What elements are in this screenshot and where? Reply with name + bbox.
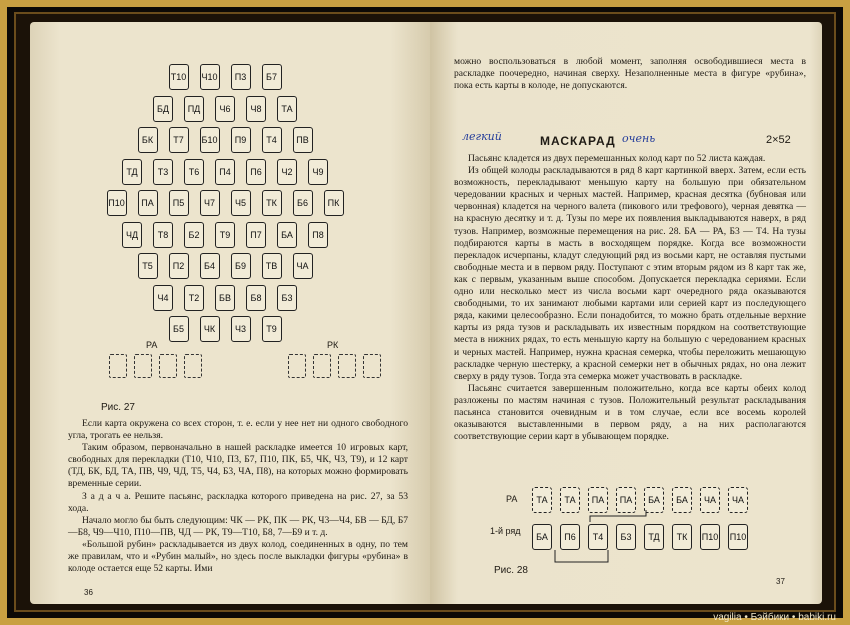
card: БА bbox=[532, 524, 552, 550]
card: ЧА bbox=[728, 487, 748, 513]
card: ПА bbox=[616, 487, 636, 513]
card: П2 bbox=[169, 253, 189, 279]
card: Т4 bbox=[262, 127, 282, 153]
row1-label: 1-й ряд bbox=[490, 526, 521, 536]
card: П7 bbox=[246, 222, 266, 248]
paragraph: Пасьянс считается завершенным положительно, когда все карты обеих колод разложены по мастям начиная с тузов. Положительный результат раскладывания пасьянса становится очевидным и в том случае, если все восемь королей оказываются выставленными в первом ряду, а на них располагаются соответствующие серии карт в убывающем порядке. bbox=[454, 382, 806, 443]
empty-slot bbox=[184, 354, 202, 378]
card: Б4 bbox=[200, 253, 220, 279]
card: П9 bbox=[231, 127, 251, 153]
card: П6 bbox=[560, 524, 580, 550]
card: ПД bbox=[184, 96, 204, 122]
card: ЧА bbox=[293, 253, 313, 279]
card: Б8 bbox=[246, 285, 266, 311]
card: Т6 bbox=[184, 159, 204, 185]
handwritten-note-right: очень bbox=[622, 132, 656, 145]
card: П5 bbox=[169, 190, 189, 216]
card: Ч5 bbox=[231, 190, 251, 216]
card: Ч8 bbox=[246, 96, 266, 122]
card: Ч4 bbox=[153, 285, 173, 311]
card: Б5 bbox=[169, 316, 189, 342]
card: Ч2 bbox=[277, 159, 297, 185]
card: ТК bbox=[262, 190, 282, 216]
card: ТА bbox=[532, 487, 552, 513]
card: ЧК bbox=[200, 316, 220, 342]
card: Б3 bbox=[277, 285, 297, 311]
card: ЧА bbox=[700, 487, 720, 513]
paragraph: Таким образом, первоначально в нашей раскладке имеется 10 игровых карт, свободных для перекладки (Т10, Ч10, П3, Б7, П10, ПК, Б5, ЧК, Ч3, Т9), и 12 карт (ТД, БК, БД, ТА, ПВ, Ч9, ЧД, Т5, Ч4, Б3, ЧА, П8), на которых можно формировать временные серии. bbox=[68, 442, 408, 490]
card: ТД bbox=[644, 524, 664, 550]
solitaire-title-row bbox=[430, 130, 822, 150]
card: Т5 bbox=[138, 253, 158, 279]
card: ТВ bbox=[262, 253, 282, 279]
card: ПА bbox=[588, 487, 608, 513]
card: Ч9 bbox=[308, 159, 328, 185]
empty-slot bbox=[363, 354, 381, 378]
right-top-text bbox=[454, 56, 806, 92]
watermark: vagilia • Бэйбики • babiki.ru bbox=[713, 612, 836, 623]
paragraph: Пасьянс кладется из двух перемешанных колод карт по 52 листа каждая. bbox=[468, 153, 766, 164]
paragraph: Из общей колоды раскладываются в ряд 8 карт картинкой вверх. Затем, если есть возможность, перекладывают меньшую карту на большую при обязательном чередовании красных и черных мастей. Например, красная десятка (бубновая или червонная) кладется на черного валета (пикового или трефового), черная девятка — на красную десятку и т. д. Тузы по мере их появления выкладываются наверх, в ряд тузов. Например, возможные перемещения на рис. 28. БА — РА, Б3 — Т4. На тузы подбираются карты в масть в восходящем порядке. Когда все возможности перекладок исчерпаны, кладут следующий ряд из восьми карт, не оставляя пустыми свободные места и в первом ряду. Поступают с этим вторым рядом из 8 карт так же, как с первым, указанным выше способом. Допускается перекладка сериями. Если одно или несколько мест из числа восьми карт очередного ряда оказываются свободными, то их занимают любыми картами или серией карт из последующего ряда, какими целесообразно. Если понадобится, то можно брать отдельные верхние карты из ряда тузов и раскладывать их известным порядком на соответствующие места в нижних рядах, то есть меньшую карту на большую с чередованием красных и черных мастей. Например, нужна красная семерка, чтобы переложить мешающую раскладке черную шестерку, а красной семерки нет в обычных рядах, но она лежит сверху в ряду тузов. Тогда эта семерка может участвовать в раскладке. bbox=[454, 165, 806, 382]
card: Б6 bbox=[293, 190, 313, 216]
card: Ч10 bbox=[200, 64, 220, 90]
right-text bbox=[454, 153, 806, 443]
figure-caption-28: Рис. 28 bbox=[494, 565, 528, 576]
paragraph: «Большой рубин» раскладывается из двух колод, соединенных в одну, по тем же правилам, что и «Рубин малый», но здесь после выкладки фигуры «рубина» в колоде остается еще 52 карты. Ими bbox=[68, 538, 408, 575]
card: ТА bbox=[277, 96, 297, 122]
card: Б3 bbox=[616, 524, 636, 550]
card: Т4 bbox=[588, 524, 608, 550]
card: Т9 bbox=[262, 316, 282, 342]
card: П10 bbox=[700, 524, 720, 550]
card: Т8 bbox=[153, 222, 173, 248]
card: Б2 bbox=[184, 222, 204, 248]
card: П4 bbox=[215, 159, 235, 185]
paragraph: Если карта окружена со всех сторон, т. е. если у нее нет ни одного свободного угла, трогать ее нельзя. bbox=[68, 418, 408, 442]
card: БД bbox=[153, 96, 173, 122]
card: Т2 bbox=[184, 285, 204, 311]
paragraph: можно воспользоваться в любой момент, заполняя освободившиеся места в раскладке поочередно, начиная сверху. Незаполненные места в фигуре «рубина», пока есть карты в колоде, не допускаются. bbox=[454, 56, 806, 92]
card: БА bbox=[672, 487, 692, 513]
card: Ч3 bbox=[231, 316, 251, 342]
page-number-right: 37 bbox=[776, 577, 785, 586]
card: Т9 bbox=[215, 222, 235, 248]
card: П6 bbox=[246, 159, 266, 185]
card: БА bbox=[644, 487, 664, 513]
card: ТД bbox=[122, 159, 142, 185]
empty-slot bbox=[134, 354, 152, 378]
card: П10 bbox=[107, 190, 127, 216]
label-ra-left: РА bbox=[146, 340, 158, 350]
empty-slot bbox=[338, 354, 356, 378]
card: ПВ bbox=[293, 127, 313, 153]
handwritten-note-left: легкий bbox=[462, 130, 502, 143]
card: БВ bbox=[215, 285, 235, 311]
paragraph: Начало могло бы быть следующим: ЧК — РК, ПК — РК, Ч3—Ч4, БВ — БД, Б7—Б8, Ч9—Ч10, П10—ПВ, ЧД — РК, Т9—Т10, Б8, 7—Б9 и т. д. bbox=[68, 514, 408, 538]
empty-slot bbox=[159, 354, 177, 378]
card: ПК bbox=[324, 190, 344, 216]
card: БК bbox=[138, 127, 158, 153]
card: П10 bbox=[728, 524, 748, 550]
left-text bbox=[68, 418, 408, 575]
card: Т3 bbox=[153, 159, 173, 185]
card: Ч7 bbox=[200, 190, 220, 216]
card: ТА bbox=[560, 487, 580, 513]
card: ЧД bbox=[122, 222, 142, 248]
empty-slot bbox=[109, 354, 127, 378]
empty-slot bbox=[288, 354, 306, 378]
card: БА bbox=[277, 222, 297, 248]
card: Т7 bbox=[169, 127, 189, 153]
figure-caption-27: Рис. 27 bbox=[101, 402, 135, 413]
card: ПА bbox=[138, 190, 158, 216]
paragraph: З а д а ч а. Решите пасьянс, раскладка которого приведена на рис. 27, за 53 хода. bbox=[68, 490, 408, 514]
card: Ч6 bbox=[215, 96, 235, 122]
right-page bbox=[430, 22, 822, 604]
card: Б7 bbox=[262, 64, 282, 90]
card: Т10 bbox=[169, 64, 189, 90]
left-page bbox=[30, 22, 430, 604]
page-number-left: 36 bbox=[84, 588, 93, 597]
deck-size: 2×52 bbox=[766, 134, 791, 146]
card: Б9 bbox=[231, 253, 251, 279]
solitaire-title: МАСКАРАД bbox=[540, 134, 616, 148]
card: Б10 bbox=[200, 127, 220, 153]
card: П8 bbox=[308, 222, 328, 248]
label-ra-right: РА bbox=[506, 494, 518, 504]
empty-slot bbox=[313, 354, 331, 378]
label-rk: РК bbox=[327, 340, 339, 350]
card: ТК bbox=[672, 524, 692, 550]
card: П3 bbox=[231, 64, 251, 90]
